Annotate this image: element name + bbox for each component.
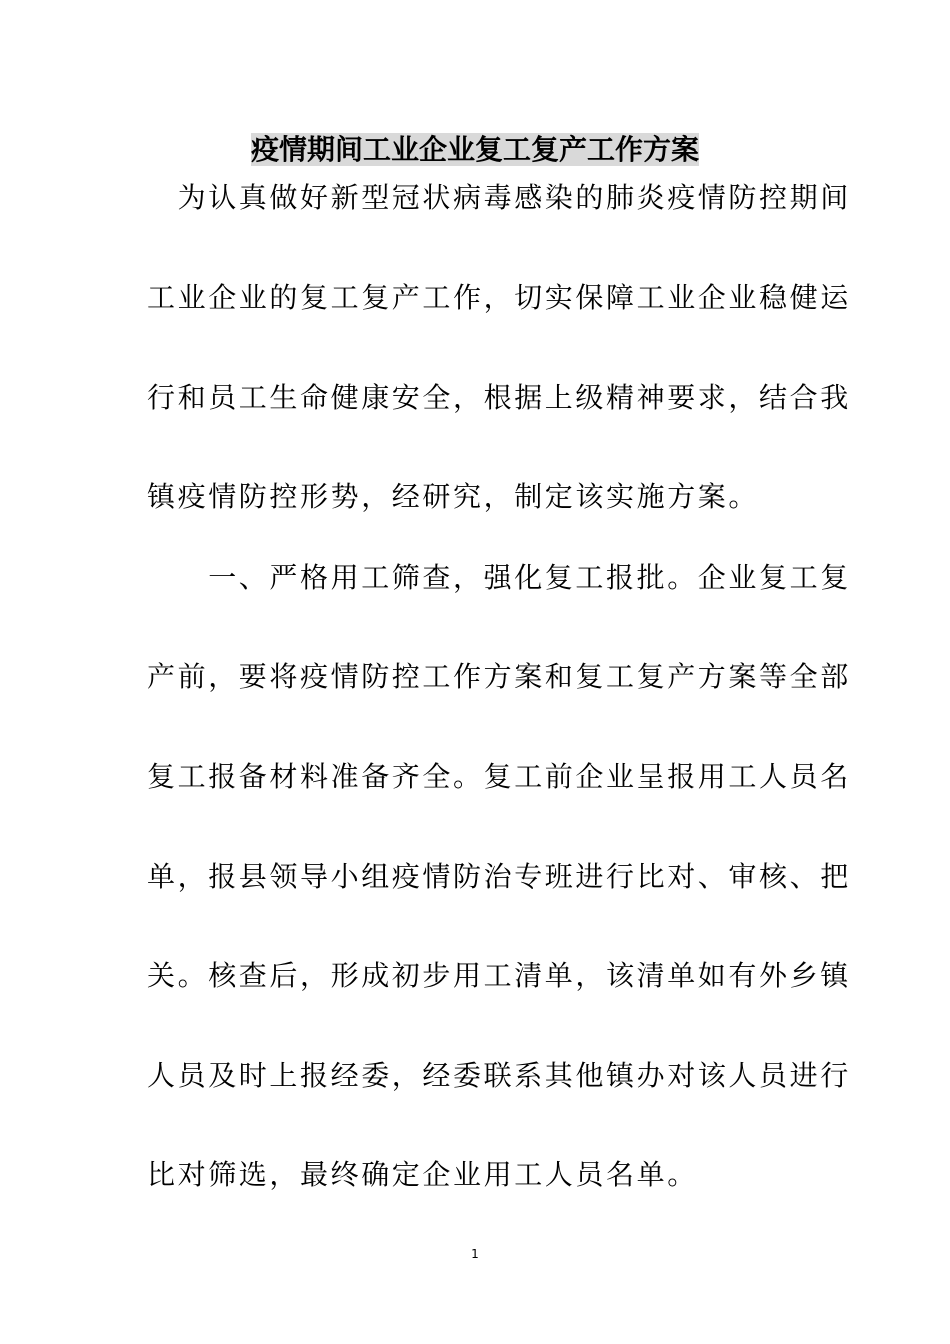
body-line-8: 单，报县领导小组疫情防治专班进行比对、审核、把 — [147, 860, 851, 893]
body-line-6: 产前，要将疫情防控工作方案和复工复产方案等全部 — [147, 660, 851, 693]
body-line-11: 比对筛选，最终确定企业用工人员名单。 — [147, 1158, 698, 1191]
body-line-10: 人员及时上报经委，经委联系其他镇办对该人员进行 — [147, 1059, 851, 1092]
document-title-text: 疫情期间工业企业复工复产工作方案 — [250, 133, 699, 166]
body-line-5: 一、严格用工筛查，强化复工报批。企业复工复 — [147, 561, 851, 594]
body-line-2: 工业企业的复工复产工作，切实保障工业企业稳健运 — [147, 281, 851, 314]
document-title — [0, 128, 950, 172]
body-line-1: 为认真做好新型冠状病毒感染的肺炎疫情防控期间 — [147, 181, 851, 214]
body-line-7: 复工报备材料准备齐全。复工前企业呈报用工人员名 — [147, 760, 851, 793]
body-line-9: 关。核查后，形成初步用工清单，该清单如有外乡镇 — [147, 959, 851, 992]
page-number: 1 — [471, 1247, 479, 1261]
body-line-4: 镇疫情防控形势，经研究，制定该实施方案。 — [147, 480, 760, 513]
body-line-3: 行和员工生命健康安全，根据上级精神要求，结合我 — [147, 381, 851, 414]
